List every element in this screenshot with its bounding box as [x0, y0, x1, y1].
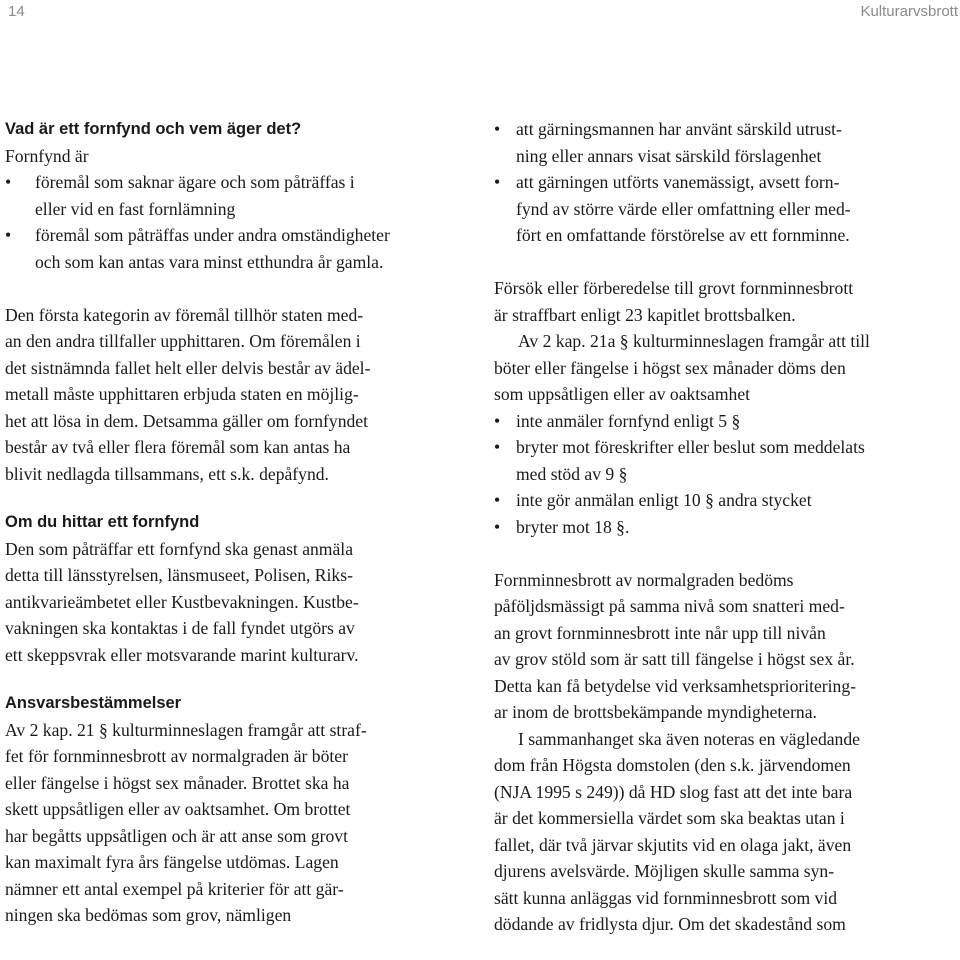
paragraph: Fornminnesbrott av normalgraden bedöms påföljdsmässigt på samma nivå som snatteri med- an grovt fornminnesbrott inte når upp till nivån av grov stöld som är satt till fängelse i högst sex år. Detta kan få betydelse vid verksamhetsprioritering- ar inom de brottsbekämpande myndigheterna. [494, 569, 857, 722]
bullet-item: • inte gör anmälan enligt 10 § andra stycket [494, 487, 956, 514]
paragraph: Av 2 kap. 21 § kulturminneslagen framgår att straf- fet för fornminnesbrott av normalgraden är böter eller fängelse i högst sex månader. Brottet ska ha skett uppsåtligen eller av oaktsamhet. Om brottet har begåtts uppsåtligen och är att anse som grovt kan maximalt fyra års fängelse utdömas. Lagen nämner ett antal exempel på kriterier för att gär- ningen ska bedömas som grov, nämligen [5, 719, 367, 925]
bullet-item: • föremål som saknar ägare och som påträffas i eller vid en fast fornlämning [5, 169, 465, 222]
bullet-item: • att gärningen utförts vanemässigt, avsett forn- fynd av större värde eller omfattning eller med- fört en omfattande förstörelse av ett fornminne. [494, 169, 956, 249]
bullet-item: • bryter mot 18 §. [494, 514, 956, 541]
bullet-item: • bryter mot föreskrifter eller beslut som meddelats med stöd av 9 § [494, 434, 956, 487]
heading-fornfynd: Vad är ett fornfynd och vem äger det? [5, 120, 302, 138]
paragraph: Försök eller förberedelse till grovt fornminnesbrott är straffbart enligt 23 kapitlet brottsbalken. [494, 278, 854, 325]
paragraph: Den första kategorin av föremål tillhör staten med- an den andra tillfaller upphittaren. Om föremålen i det sistnämnda fallet helt eller delvis består av ädel- metall måste upphittaren erbjuda staten en möjlig- het att lösa in dem. Detsamma gäller om fornfyndet består av två eller flera föremål som kan antas ha blivit nedlagda tillsammans, ett s.k. depåfynd. [5, 304, 371, 484]
running-title: Kulturarvsbrott [860, 3, 958, 20]
page-number: 14 [8, 3, 25, 20]
intro-line: Fornfynd är [5, 145, 89, 166]
paragraph: Av 2 kap. 21a § kulturminneslagen framgår att till böter eller fängelse i högst sex månader döms den som uppsåtligen eller av oaktsamhet [494, 331, 870, 404]
right-column [494, 116, 956, 938]
paragraph: Den som påträffar ett fornfynd ska genast anmäla detta till länsstyrelsen, länsmuseet, Polisen, Riks- antikvarieämbetet eller Kustbevakningen. Kustbe- vakningen ska kontaktas i de fall fyndet utgörs av ett skeppsvrak eller motsvarande marint kulturarv. [5, 538, 359, 665]
paragraph: I sammanhanget ska även noteras en vägledande dom från Högsta domstolen (den s.k. järvendomen (NJA 1995 s 249)) då HD slog fast att det inte bara är det kommersiella värdet som ska beaktas utan i fallet, där två järvar skjutits vid en olaga jakt, även djurens avelsvärde. Möjligen skulle samma syn- sätt kunna anläggas vid fornminnesbrott som vid dödande av fridlysta djur. Om det skadestånd som [494, 728, 860, 934]
heading-om-du-hittar: Om du hittar ett fornfynd [5, 513, 200, 531]
heading-ansvarsbestammelser: Ansvarsbestämmelser [5, 694, 182, 712]
left-column [5, 116, 465, 929]
bullet-item: • att gärningsmannen har använt särskild utrust- ning eller annars visat särskild förslagenhet [494, 116, 956, 169]
bullet-item: • föremål som påträffas under andra omständigheter och som kan antas vara minst etthundra år gamla. [5, 222, 465, 275]
bullet-item: • inte anmäler fornfynd enligt 5 § [494, 408, 956, 435]
